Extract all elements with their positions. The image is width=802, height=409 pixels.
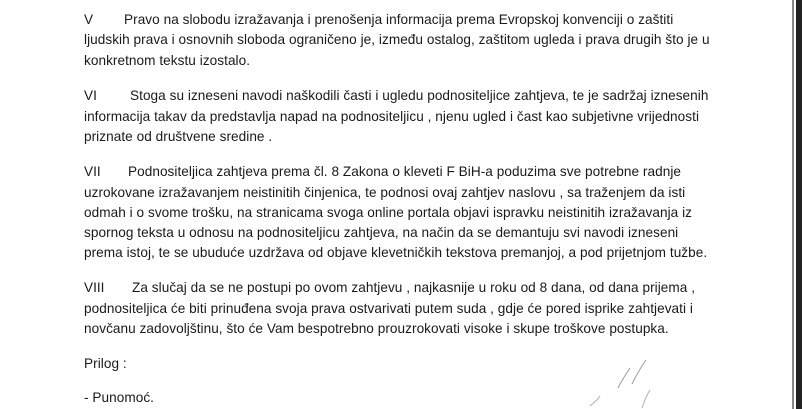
section-v-line-3: konkretnom tekstu izostalo. xyxy=(84,53,251,68)
section-vii-line-2: uzrokovane izražavanjem neistinitih činjenica, te podnosi ovaj zahtjev naslovu , sa traženjem da isti xyxy=(84,185,686,200)
scan-edge-shadow xyxy=(792,0,794,409)
section-viii-line-2: podnositeljica će biti prinuđena svoja prava ostvarivati putem suda , gdje će pored isprike zahtjevati i xyxy=(84,301,693,316)
attachment-item: - Punomoć. xyxy=(84,390,155,405)
scan-edge-border xyxy=(796,0,802,409)
section-vii-line-4: spornog teksta u odnosu na podnositeljicu zahtjeva, na način da se demantuju svi navodi izneseni xyxy=(84,225,679,240)
section-viii-line-3: novčanu zadovoljštinu, što će Vam bespotrebno prouzrokovati visoke i skupe troškove postupka. xyxy=(84,321,669,336)
section-vi-line-3: priznate od društvene sredine . xyxy=(84,129,273,144)
section-viii-line-1: Za slučaj da se ne postupi po ovom zahtjevu , najkasnije u roku od 8 dana, od dana prijema , xyxy=(132,280,696,295)
section-vii-line-1: Podnositeljica zahtjeva prema čl. 8 Zakona o kleveti F BiH-a poduzima sve potrebne radnje xyxy=(128,164,682,179)
section-vi-line-1: Stoga su izneseni navodi naškodili časti i ugledu podnositeljice zahtjeva, te je sadržaj iznesenih xyxy=(130,88,709,103)
section-v-line-1: Pravo na slobodu izražavanja i prenošenja informacija prema Evropskoj konvenciji o zaštiti xyxy=(124,12,674,27)
section-vii-line-5: prema istoj, te se ubuduće uzdržava od objave klevetničkih tekstova premanjoj, a pod prijetnjom tužbe. xyxy=(84,245,708,260)
signature-scribble xyxy=(570,350,680,409)
section-numeral-vii: VII xyxy=(84,164,101,179)
section-numeral-viii: VIII xyxy=(84,280,105,295)
section-numeral-vi: VI xyxy=(84,88,97,103)
attachments-label: Prilog : xyxy=(84,356,127,371)
section-vi-line-2: informacija takav da predstavlja napad na podnositeljicu , njenu ugled i čast kao subjetivne vrijednosti xyxy=(84,109,700,124)
section-numeral-v: V xyxy=(84,12,94,27)
section-v-line-2: ljudskih prava i osnovnih sloboda ograničeno je, između ostalog, zaštitom ugleda i prava drugih što je u xyxy=(84,32,710,47)
section-vii-line-3: odmah i o svome trošku, na stranicama svoga online portala objavi ispravku neistinitih izražavanja iz xyxy=(84,205,693,220)
